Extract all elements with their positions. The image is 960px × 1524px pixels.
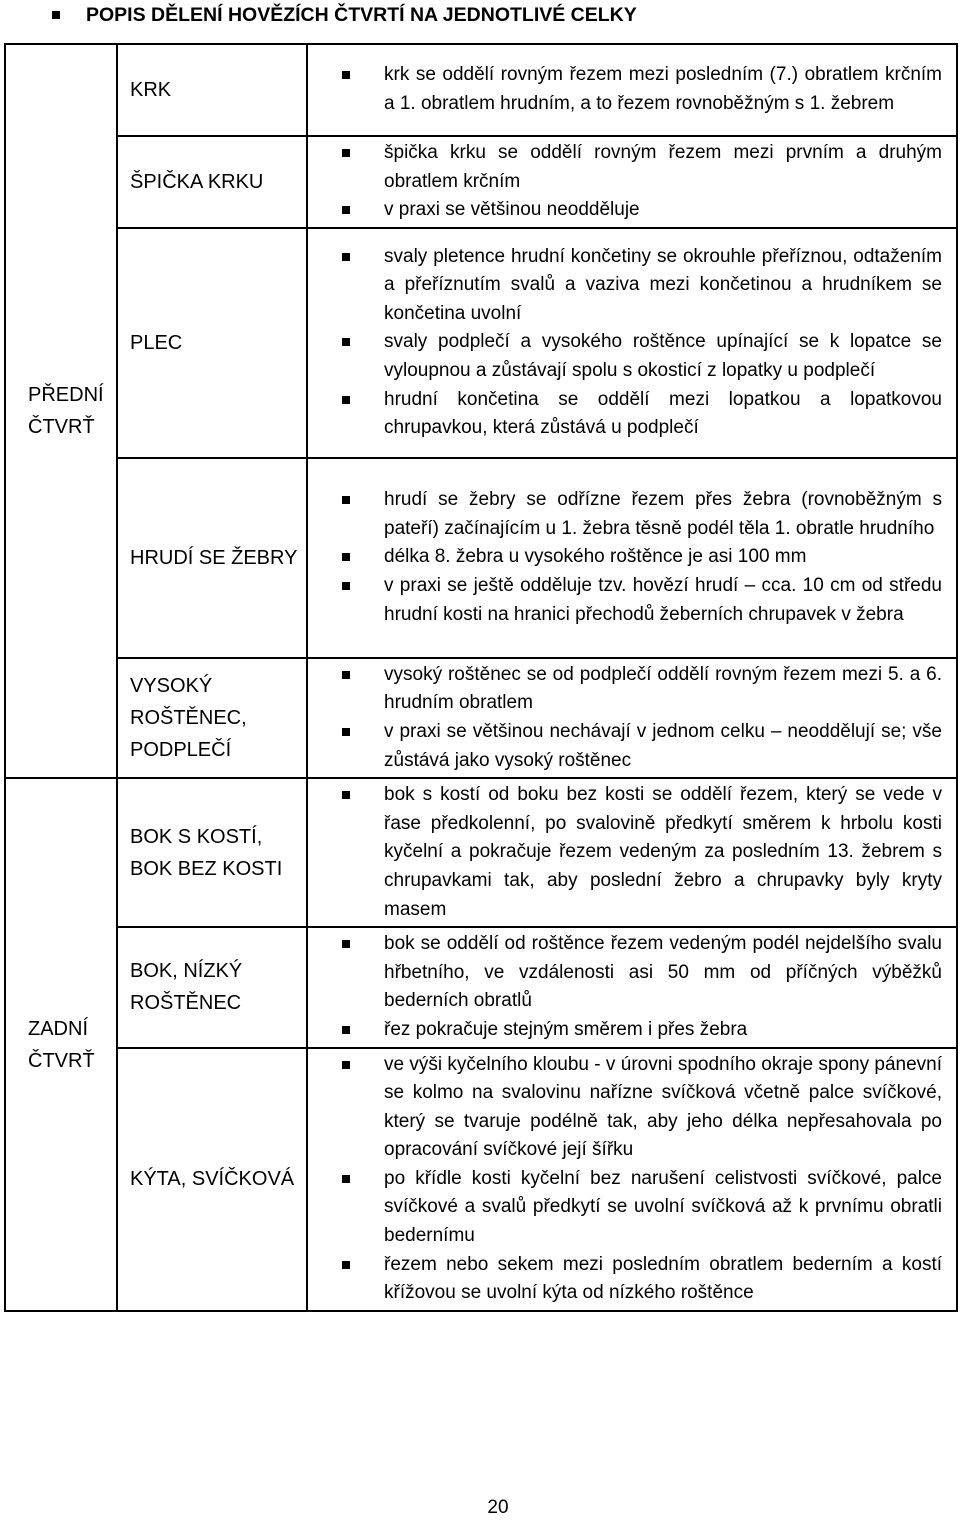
list-item: hrudí se žebry se odřízne řezem přes žebra (rovnoběžným s pateří) začínajícím u 1. žebra těsně podél těla 1. obratle hrudního [342,486,942,543]
cut-label: KRK [130,79,172,101]
quarter-cell-rear [5,778,117,1311]
bullet-square-icon [342,553,350,561]
list-item: po křídle kosti kyčelní bez narušení celistvosti svíčkové, palce svíčkové a svalů předkytí se uvolní svíčková až k prvnímu obratli bedernímu [342,1165,942,1251]
bullet-square-icon [342,671,350,679]
quarter-label: ZADNÍ ČTVRŤ [28,1017,95,1072]
list-item: svaly pletence hrudní končetiny se okrouhle přeříznou, odtažením a přeříznutím svalů a vaziva mezi končetinou a hrudníkem se končetina uvolní [342,243,942,329]
cut-label: BOK S KOSTÍ, BOK BEZ KOSTI [130,825,283,880]
heading-text: POPIS DĚLENÍ HOVĚZÍCH ČTVRTÍ NA JEDNOTLIVÉ CELKY [86,4,637,26]
table-row [5,927,957,1047]
bullet-square-icon [342,338,350,346]
bullet-square-icon [342,1026,350,1034]
description-cell [307,778,957,927]
cut-label: HRUDÍ SE ŽEBRY [130,546,298,569]
list-item: řez pokračuje stejným směrem i přes žebra [342,1016,942,1045]
list-item: v praxi se většinou neodděluje [342,196,942,225]
cut-cell [117,136,307,228]
cut-cell [117,44,307,136]
description-cell [307,1048,957,1311]
list-item: ve výši kyčelního kloubu - v úrovni spodního okraje spony pánevní se kolmo na svalovinu nařízne svíčková včetně palce svíčkové, který se tvaruje podélně tak, aby jeho délka nepřesahovala po opracování svíčkové její šířku [342,1051,942,1165]
list-item: špička krku se oddělí rovným řezem mezi prvním a druhým obratlem krčním [342,139,942,196]
list-item: v praxi se většinou nechávají v jednom celku – neoddělují se; vše zůstává jako vysoký roštěnec [342,718,942,775]
bullet-square-icon [342,1261,350,1269]
description-cell [307,44,957,136]
description-cell [307,658,957,778]
cut-cell [117,228,307,458]
table-row [5,778,957,927]
cut-label: BOK, NÍZKÝ ROŠTĚNEC [130,960,243,1015]
bullet-square-icon [342,149,350,157]
bullet-square-icon [342,582,350,590]
bullet-square-icon [342,1061,350,1069]
list-item: řezem nebo sekem mezi posledním obratlem bederním a kostí křížovou se uvolní kýta od nízkého roštěnce [342,1251,942,1308]
list-item: délka 8. žebra u vysokého roštěnce je asi 100 mm [342,543,942,572]
list-item: bok se oddělí od roštěnce řezem vedeným podél nejdelšího svalu hřbetního, ve vzdálenosti asi 50 mm od příčných výběžků bederních obratlů [342,930,942,1016]
cut-cell [117,778,307,927]
list-item: svaly podplečí a vysokého roštěnce upínající se k lopatce se vyloupnou a zůstávají spolu s okosticí z lopatky u podplečí [342,328,942,385]
cut-label: KÝTA, SVÍČKOVÁ [130,1168,295,1191]
bullet-square-icon [52,11,60,19]
quarter-cell-front [5,44,117,778]
list-item: vysoký roštěnec se od podplečí oddělí rovným řezem mezi 5. a 6. hrudním obratlem [342,661,942,718]
table-row [5,1048,957,1311]
table-row [5,136,957,228]
table-row [5,44,957,136]
table-row [5,658,957,778]
bullet-square-icon [342,206,350,214]
table-row [5,458,957,658]
cut-cell [117,658,307,778]
cut-label: PLEC [130,331,183,354]
description-cell [307,458,957,658]
bullet-square-icon [342,791,350,799]
section-heading [52,2,637,28]
cut-cell [117,458,307,658]
cut-label: ŠPIČKA KRKU [130,170,264,193]
list-item: krk se oddělí rovným řezem mezi posledním (7.) obratlem krčním a 1. obratlem hrudním, a to řezem rovnoběžným s 1. žebrem [342,61,942,118]
quarter-label: PŘEDNÍ ČTVRŤ [28,384,104,439]
list-item: v praxi se ještě odděluje tzv. hovězí hrudí – cca. 10 cm od středu hrudní kosti na hranici přechodů žeberních chrupavek v žebra [342,572,942,629]
list-item: bok s kostí od boku bez kosti se oddělí řezem, který se vede v řase předkolenní, po svalovině předkytí směrem k hrbolu kosti kyčelní a pokračuje řezem vedeným za posledním 13. žebrem s chrupavkami tak, aby poslední žebro a chrupavky byly kryty masem [342,781,942,924]
bullet-square-icon [342,940,350,948]
beef-cuts-table [4,43,958,1312]
bullet-square-icon [342,71,350,79]
bullet-square-icon [342,396,350,404]
cut-cell [117,1048,307,1311]
bullet-square-icon [342,1175,350,1183]
page-number: 20 [487,1497,509,1518]
bullet-square-icon [342,496,350,504]
description-cell [307,927,957,1047]
list-item: hrudní končetina se oddělí mezi lopatkou a lopatkovou chrupavkou, která zůstává u podplečí [342,386,942,443]
description-cell [307,228,957,458]
bullet-square-icon [342,728,350,736]
bullet-square-icon [342,253,350,261]
cut-label: VYSOKÝ ROŠTĚNEC, PODPLEČÍ [130,674,247,761]
description-cell [307,136,957,228]
table-row [5,228,957,458]
cut-cell [117,927,307,1047]
